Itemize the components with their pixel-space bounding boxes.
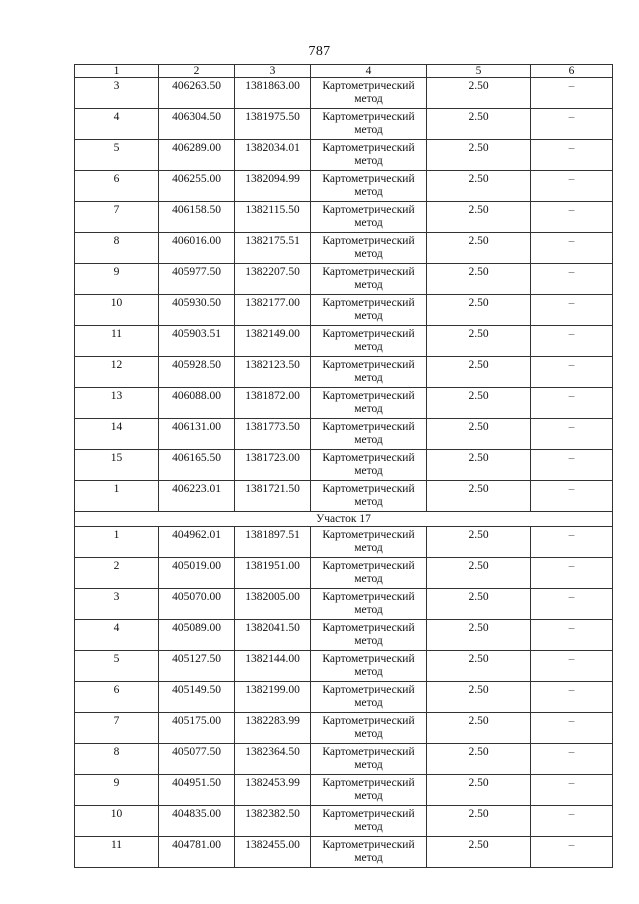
point-number-cell: 7 [75, 202, 159, 233]
x-coordinate-cell: 406158.50 [159, 202, 235, 233]
method-cell: Картометрический метод [311, 171, 427, 202]
note-cell: – [531, 527, 613, 558]
note-cell: – [531, 109, 613, 140]
method-cell: Картометрический метод [311, 589, 427, 620]
method-cell: Картометрический метод [311, 558, 427, 589]
accuracy-cell: 2.50 [427, 481, 531, 512]
accuracy-cell: 2.50 [427, 450, 531, 481]
y-coordinate-cell: 1381872.00 [235, 388, 311, 419]
accuracy-cell: 2.50 [427, 388, 531, 419]
note-cell: – [531, 558, 613, 589]
y-coordinate-cell: 1381773.50 [235, 419, 311, 450]
column-header: 4 [311, 65, 427, 78]
note-cell: – [531, 264, 613, 295]
point-number-cell: 6 [75, 171, 159, 202]
x-coordinate-cell: 405077.50 [159, 744, 235, 775]
point-number-cell: 5 [75, 651, 159, 682]
x-coordinate-cell: 406223.01 [159, 481, 235, 512]
x-coordinate-cell: 406165.50 [159, 450, 235, 481]
note-cell: – [531, 837, 613, 868]
x-coordinate-cell: 405928.50 [159, 357, 235, 388]
column-header: 3 [235, 65, 311, 78]
accuracy-cell: 2.50 [427, 140, 531, 171]
point-number-cell: 3 [75, 589, 159, 620]
method-cell: Картометрический метод [311, 78, 427, 109]
y-coordinate-cell: 1382115.50 [235, 202, 311, 233]
note-cell: – [531, 233, 613, 264]
table-row [75, 419, 613, 450]
column-header: 1 [75, 65, 159, 78]
x-coordinate-cell: 406088.00 [159, 388, 235, 419]
point-number-cell: 7 [75, 713, 159, 744]
x-coordinate-cell: 406255.00 [159, 171, 235, 202]
method-cell: Картометрический метод [311, 140, 427, 171]
y-coordinate-cell: 1382453.99 [235, 775, 311, 806]
method-cell: Картометрический метод [311, 682, 427, 713]
method-cell: Картометрический метод [311, 264, 427, 295]
x-coordinate-cell: 406263.50 [159, 78, 235, 109]
table-row [75, 388, 613, 419]
note-cell: – [531, 326, 613, 357]
x-coordinate-cell: 405175.00 [159, 713, 235, 744]
x-coordinate-cell: 405127.50 [159, 651, 235, 682]
note-cell: – [531, 357, 613, 388]
note-cell: – [531, 202, 613, 233]
point-number-cell: 14 [75, 419, 159, 450]
table-row [75, 775, 613, 806]
table-row [75, 481, 613, 512]
coordinates-table [74, 64, 613, 868]
table-header-row [75, 65, 613, 78]
method-cell: Картометрический метод [311, 620, 427, 651]
table-row [75, 589, 613, 620]
accuracy-cell: 2.50 [427, 651, 531, 682]
y-coordinate-cell: 1382283.99 [235, 713, 311, 744]
table-row [75, 357, 613, 388]
method-cell: Картометрический метод [311, 419, 427, 450]
point-number-cell: 2 [75, 558, 159, 589]
method-cell: Картометрический метод [311, 295, 427, 326]
section-heading [75, 512, 613, 527]
table-row [75, 264, 613, 295]
point-number-cell: 3 [75, 78, 159, 109]
y-coordinate-cell: 1381897.51 [235, 527, 311, 558]
accuracy-cell: 2.50 [427, 682, 531, 713]
y-coordinate-cell: 1382455.00 [235, 837, 311, 868]
point-number-cell: 4 [75, 109, 159, 140]
table-row [75, 450, 613, 481]
table-row [75, 620, 613, 651]
table-body-part-2 [75, 527, 613, 868]
point-number-cell: 1 [75, 527, 159, 558]
table-row [75, 171, 613, 202]
note-cell: – [531, 171, 613, 202]
x-coordinate-cell: 404962.01 [159, 527, 235, 558]
table-row [75, 806, 613, 837]
table-row [75, 295, 613, 326]
accuracy-cell: 2.50 [427, 233, 531, 264]
section-title: Участок 17 [75, 512, 613, 527]
x-coordinate-cell: 405930.50 [159, 295, 235, 326]
note-cell: – [531, 140, 613, 171]
point-number-cell: 1 [75, 481, 159, 512]
accuracy-cell: 2.50 [427, 78, 531, 109]
y-coordinate-cell: 1382005.00 [235, 589, 311, 620]
y-coordinate-cell: 1382149.00 [235, 326, 311, 357]
table-row [75, 78, 613, 109]
note-cell: – [531, 78, 613, 109]
note-cell: – [531, 589, 613, 620]
table-row [75, 109, 613, 140]
y-coordinate-cell: 1381975.50 [235, 109, 311, 140]
point-number-cell: 9 [75, 775, 159, 806]
column-header: 6 [531, 65, 613, 78]
table-body-part-1 [75, 78, 613, 512]
x-coordinate-cell: 404835.00 [159, 806, 235, 837]
point-number-cell: 11 [75, 837, 159, 868]
y-coordinate-cell: 1381721.50 [235, 481, 311, 512]
column-header: 5 [427, 65, 531, 78]
accuracy-cell: 2.50 [427, 806, 531, 837]
section-row [75, 512, 613, 527]
accuracy-cell: 2.50 [427, 775, 531, 806]
accuracy-cell: 2.50 [427, 744, 531, 775]
method-cell: Картометрический метод [311, 481, 427, 512]
x-coordinate-cell: 406289.00 [159, 140, 235, 171]
note-cell: – [531, 388, 613, 419]
method-cell: Картометрический метод [311, 744, 427, 775]
table-row [75, 713, 613, 744]
y-coordinate-cell: 1382144.00 [235, 651, 311, 682]
method-cell: Картометрический метод [311, 326, 427, 357]
y-coordinate-cell: 1382094.99 [235, 171, 311, 202]
point-number-cell: 9 [75, 264, 159, 295]
y-coordinate-cell: 1382207.50 [235, 264, 311, 295]
method-cell: Картометрический метод [311, 233, 427, 264]
y-coordinate-cell: 1382199.00 [235, 682, 311, 713]
x-coordinate-cell: 405070.00 [159, 589, 235, 620]
accuracy-cell: 2.50 [427, 295, 531, 326]
method-cell: Картометрический метод [311, 357, 427, 388]
point-number-cell: 15 [75, 450, 159, 481]
accuracy-cell: 2.50 [427, 713, 531, 744]
point-number-cell: 4 [75, 620, 159, 651]
y-coordinate-cell: 1382041.50 [235, 620, 311, 651]
accuracy-cell: 2.50 [427, 357, 531, 388]
method-cell: Картометрический метод [311, 713, 427, 744]
x-coordinate-cell: 404781.00 [159, 837, 235, 868]
y-coordinate-cell: 1381863.00 [235, 78, 311, 109]
table-row [75, 651, 613, 682]
y-coordinate-cell: 1382034.01 [235, 140, 311, 171]
accuracy-cell: 2.50 [427, 264, 531, 295]
x-coordinate-cell: 406016.00 [159, 233, 235, 264]
x-coordinate-cell: 404951.50 [159, 775, 235, 806]
note-cell: – [531, 295, 613, 326]
table-row [75, 837, 613, 868]
note-cell: – [531, 682, 613, 713]
note-cell: – [531, 806, 613, 837]
point-number-cell: 10 [75, 295, 159, 326]
method-cell: Картометрический метод [311, 109, 427, 140]
point-number-cell: 8 [75, 233, 159, 264]
note-cell: – [531, 713, 613, 744]
table-row [75, 682, 613, 713]
y-coordinate-cell: 1382382.50 [235, 806, 311, 837]
method-cell: Картометрический метод [311, 837, 427, 868]
y-coordinate-cell: 1382123.50 [235, 357, 311, 388]
method-cell: Картометрический метод [311, 388, 427, 419]
point-number-cell: 6 [75, 682, 159, 713]
point-number-cell: 8 [75, 744, 159, 775]
accuracy-cell: 2.50 [427, 527, 531, 558]
note-cell: – [531, 620, 613, 651]
method-cell: Картометрический метод [311, 527, 427, 558]
page-number: 787 [308, 44, 331, 59]
note-cell: – [531, 744, 613, 775]
method-cell: Картометрический метод [311, 450, 427, 481]
table-row [75, 527, 613, 558]
accuracy-cell: 2.50 [427, 419, 531, 450]
x-coordinate-cell: 405089.00 [159, 620, 235, 651]
accuracy-cell: 2.50 [427, 558, 531, 589]
table-row [75, 202, 613, 233]
accuracy-cell: 2.50 [427, 171, 531, 202]
x-coordinate-cell: 405149.50 [159, 682, 235, 713]
note-cell: – [531, 419, 613, 450]
y-coordinate-cell: 1382177.00 [235, 295, 311, 326]
accuracy-cell: 2.50 [427, 589, 531, 620]
x-coordinate-cell: 406304.50 [159, 109, 235, 140]
table-row [75, 326, 613, 357]
x-coordinate-cell: 405977.50 [159, 264, 235, 295]
note-cell: – [531, 775, 613, 806]
note-cell: – [531, 450, 613, 481]
method-cell: Картометрический метод [311, 775, 427, 806]
point-number-cell: 12 [75, 357, 159, 388]
point-number-cell: 11 [75, 326, 159, 357]
table-row [75, 140, 613, 171]
accuracy-cell: 2.50 [427, 109, 531, 140]
y-coordinate-cell: 1381723.00 [235, 450, 311, 481]
point-number-cell: 13 [75, 388, 159, 419]
note-cell: – [531, 651, 613, 682]
method-cell: Картометрический метод [311, 651, 427, 682]
point-number-cell: 5 [75, 140, 159, 171]
table-row [75, 558, 613, 589]
table-row [75, 744, 613, 775]
table-row [75, 233, 613, 264]
accuracy-cell: 2.50 [427, 202, 531, 233]
accuracy-cell: 2.50 [427, 837, 531, 868]
x-coordinate-cell: 405903.51 [159, 326, 235, 357]
x-coordinate-cell: 405019.00 [159, 558, 235, 589]
point-number-cell: 10 [75, 806, 159, 837]
column-header: 2 [159, 65, 235, 78]
accuracy-cell: 2.50 [427, 620, 531, 651]
y-coordinate-cell: 1381951.00 [235, 558, 311, 589]
method-cell: Картометрический метод [311, 202, 427, 233]
method-cell: Картометрический метод [311, 806, 427, 837]
y-coordinate-cell: 1382175.51 [235, 233, 311, 264]
x-coordinate-cell: 406131.00 [159, 419, 235, 450]
y-coordinate-cell: 1382364.50 [235, 744, 311, 775]
accuracy-cell: 2.50 [427, 326, 531, 357]
note-cell: – [531, 481, 613, 512]
